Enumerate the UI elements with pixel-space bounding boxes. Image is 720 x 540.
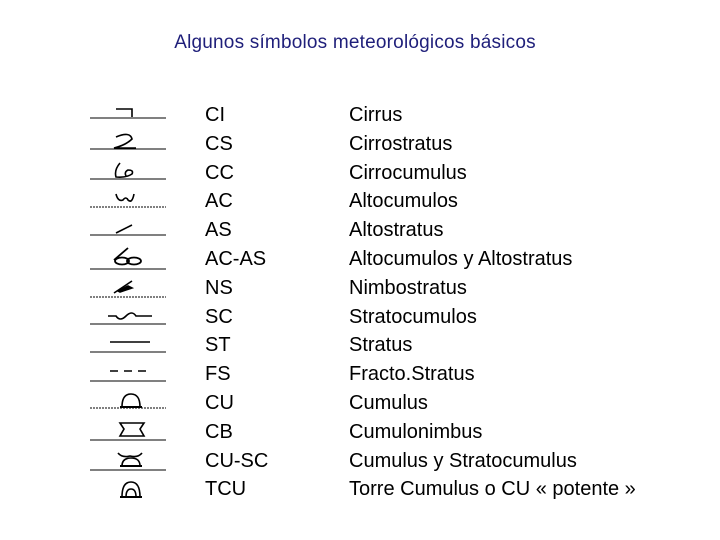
symbol-abbreviation: CI bbox=[205, 104, 225, 126]
table-row bbox=[0, 100, 720, 129]
table-row bbox=[0, 158, 720, 187]
cloud-name: Altocumulos y Altostratus bbox=[349, 248, 573, 270]
nimbostratus-symbol-icon bbox=[86, 273, 170, 301]
symbol-abbreviation: SC bbox=[205, 305, 233, 328]
cloud-name: Cumulus bbox=[349, 392, 428, 414]
table-row bbox=[0, 359, 720, 388]
symbol-abbreviation: CU bbox=[205, 392, 234, 414]
symbol-abbreviation: AS bbox=[205, 219, 232, 242]
cumulus-symbol-icon bbox=[86, 388, 170, 416]
table-row bbox=[0, 302, 720, 331]
table-row bbox=[0, 273, 720, 302]
cumulus-stratocumulus-symbol-icon bbox=[86, 446, 170, 474]
towering-cumulus-symbol-icon bbox=[86, 474, 170, 502]
symbol-abbreviation: CB bbox=[205, 420, 233, 443]
cloud-name: Fracto.Stratus bbox=[349, 363, 475, 386]
cloud-name: Stratocumulos bbox=[349, 305, 477, 328]
cloud-name: Altostratus bbox=[349, 219, 444, 242]
symbol-abbreviation: AC-AS bbox=[205, 248, 267, 270]
symbol-abbreviation: AC bbox=[205, 190, 233, 213]
symbol-abbreviation: FS bbox=[205, 363, 231, 386]
table-row bbox=[0, 186, 720, 215]
table-row bbox=[0, 244, 720, 273]
symbol-abbreviation: CU-SC bbox=[205, 449, 269, 472]
fractostratus-symbol-icon bbox=[86, 359, 170, 387]
page-title: Algunos símbolos meteorológicos básicos bbox=[174, 32, 536, 53]
cloud-name: Altocumulos bbox=[349, 190, 458, 213]
cloud-name: Cumulus y Stratocumulus bbox=[349, 449, 577, 472]
cumulonimbus-symbol-icon bbox=[86, 417, 170, 445]
cloud-name: Cirrostratus bbox=[349, 132, 453, 155]
table-row bbox=[0, 330, 720, 359]
cloud-name: Cirrocumulus bbox=[349, 161, 467, 184]
table-row bbox=[0, 388, 720, 417]
altocumulus-symbol-icon bbox=[86, 186, 170, 214]
cirrocumulus-symbol-icon bbox=[86, 158, 170, 186]
cloud-name: Stratus bbox=[349, 334, 413, 357]
symbol-abbreviation: TCU bbox=[205, 478, 247, 501]
table-row bbox=[0, 474, 720, 503]
altostratus-symbol-icon bbox=[86, 215, 170, 243]
cloud-name: Cirrus bbox=[349, 104, 403, 126]
symbol-abbreviation: ST bbox=[205, 334, 231, 357]
table-row bbox=[0, 215, 720, 244]
stratocumulus-symbol-icon bbox=[86, 302, 170, 330]
symbol-abbreviation: CS bbox=[205, 132, 233, 155]
cloud-name: Torre Cumulus o CU « potente » bbox=[349, 478, 636, 501]
table-row bbox=[0, 446, 720, 475]
stratus-symbol-icon bbox=[86, 330, 170, 358]
cloud-name: Cumulonimbus bbox=[349, 420, 483, 443]
symbol-abbreviation: CC bbox=[205, 161, 234, 184]
cirrostratus-symbol-icon bbox=[86, 129, 170, 157]
cloud-name: Nimbostratus bbox=[349, 276, 467, 299]
symbol-abbreviation: NS bbox=[205, 276, 233, 299]
altocumulus-altostratus-symbol-icon bbox=[86, 244, 170, 272]
table-row bbox=[0, 129, 720, 158]
table-row bbox=[0, 417, 720, 446]
cirrus-symbol-icon bbox=[86, 100, 170, 128]
